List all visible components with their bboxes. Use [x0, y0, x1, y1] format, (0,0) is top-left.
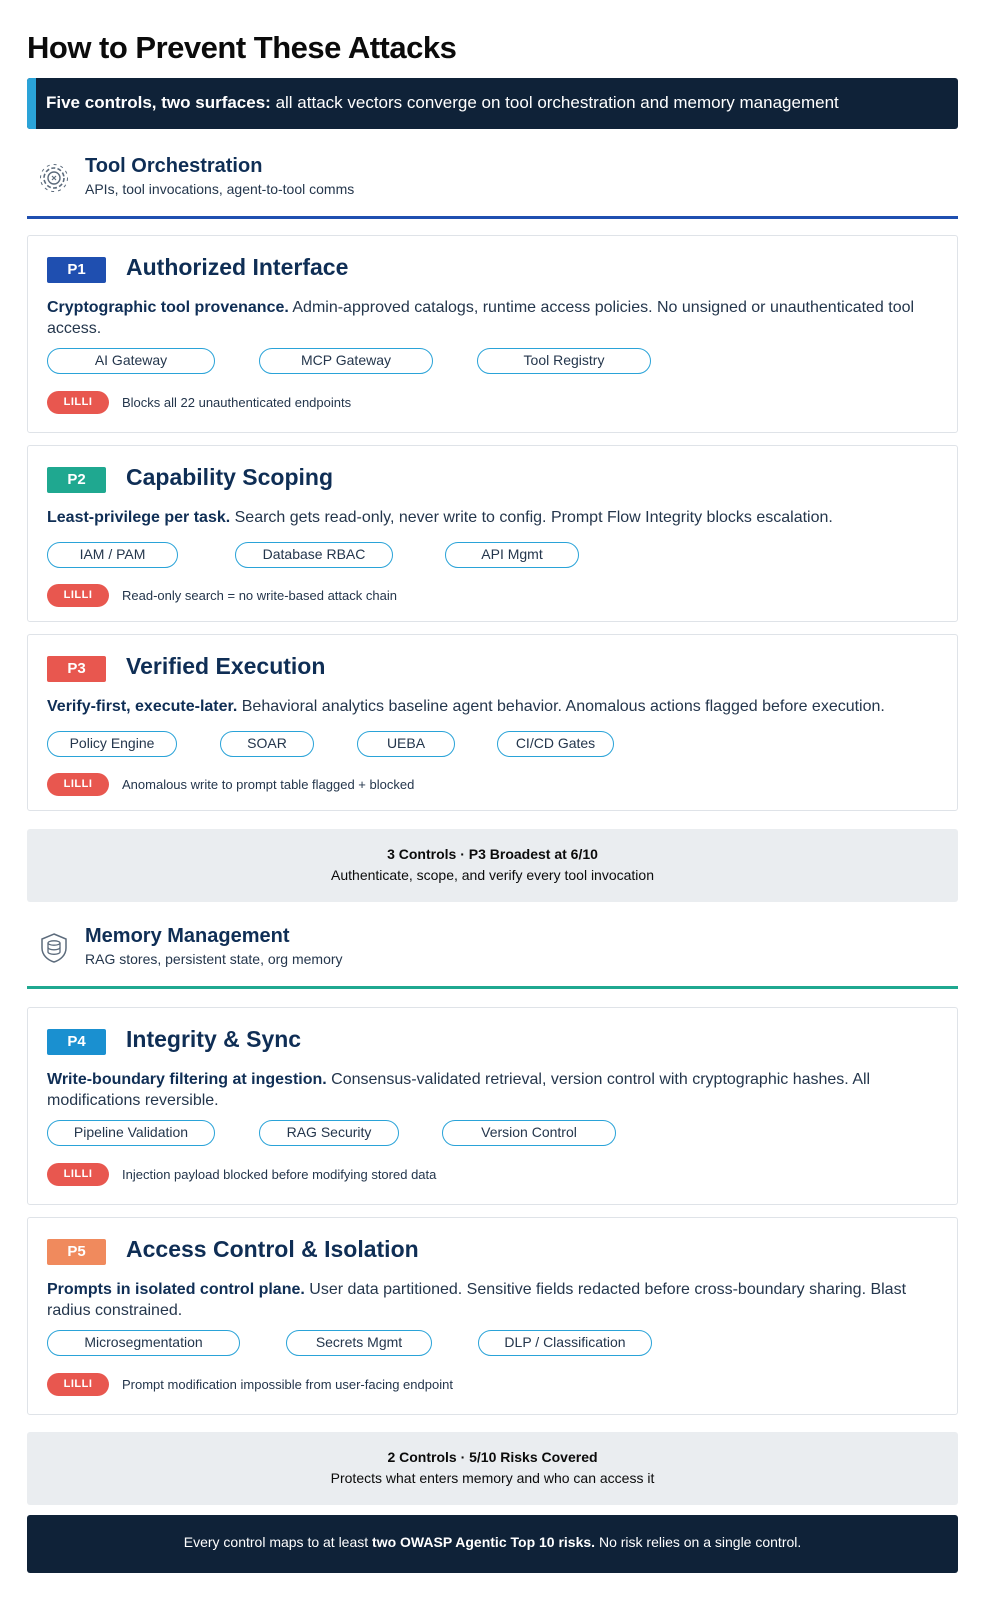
control-title: Capability Scoping — [126, 464, 334, 490]
section-title: Tool Orchestration — [85, 155, 263, 177]
tag-mcp-gateway: MCP Gateway — [259, 348, 433, 374]
control-card-p4 — [27, 1007, 958, 1205]
footer-banner — [27, 1515, 958, 1573]
control-description: Write-boundary filtering at ingestion. Consensus-validated retrieval, version control with cryptographic hashes. All modifications reversible. — [47, 1071, 871, 1109]
priority-badge: P2 — [47, 467, 106, 493]
control-description: Prompts in isolated control plane. User data partitioned. Sensitive fields redacted before cross-boundary sharing. Blast radius constrained. — [47, 1281, 907, 1319]
lilli-note: Prompt modification impossible from user-facing endpoint — [122, 1377, 453, 1392]
gear-icon — [37, 161, 71, 195]
banner-text — [46, 93, 839, 113]
footer-text: Every control maps to at least two OWASP Agentic Top 10 risks. No risk relies on a single control. — [183, 1534, 802, 1550]
tag-iam-pam: IAM / PAM — [47, 542, 178, 568]
intro-banner — [27, 78, 958, 129]
priority-badge: P3 — [47, 656, 106, 682]
lilli-note: Anomalous write to prompt table flagged + blocked — [122, 777, 415, 792]
section-title: Memory Management — [85, 925, 290, 947]
tag-api-mgmt: API Mgmt — [445, 542, 579, 568]
lilli-note: Blocks all 22 unauthenticated endpoints — [122, 395, 352, 410]
tag-ai-gateway: AI Gateway — [47, 348, 215, 374]
lilli-badge: LILLI — [47, 1163, 109, 1186]
lilli-badge: LILLI — [47, 391, 109, 414]
priority-badge: P5 — [47, 1239, 106, 1265]
control-description: Verify-first, execute-later. Behavioral analytics baseline agent behavior. Anomalous actions flagged before execution. — [47, 698, 885, 715]
lilli-badge: LILLI — [47, 584, 109, 607]
summary-memory-management — [27, 1432, 958, 1505]
summary-tool-orchestration — [27, 829, 958, 902]
shield-database-icon — [37, 931, 71, 965]
tag-cicd-gates: CI/CD Gates — [497, 731, 614, 757]
tag-ueba: UEBA — [357, 731, 455, 757]
lilli-badge: LILLI — [47, 773, 109, 796]
control-title: Verified Execution — [126, 653, 326, 679]
tag-version-control: Version Control — [442, 1120, 616, 1146]
control-card-p2 — [27, 445, 958, 622]
control-card-p1 — [27, 235, 958, 433]
control-title: Access Control & Isolation — [126, 1236, 419, 1262]
control-title: Integrity & Sync — [126, 1026, 302, 1052]
priority-badge: P4 — [47, 1029, 106, 1055]
section-tool-orchestration — [27, 153, 958, 219]
tag-policy-engine: Policy Engine — [47, 731, 177, 757]
tag-soar: SOAR — [220, 731, 314, 757]
tag-dlp-classification: DLP / Classification — [478, 1330, 652, 1356]
summary-title: 2 Controls · 5/10 Risks Covered — [387, 1449, 598, 1465]
section-memory-management — [27, 923, 958, 989]
control-description: Least-privilege per task. Search gets read-only, never write to config. Prompt Flow Integrity blocks escalation. — [47, 509, 833, 526]
tag-database-rbac: Database RBAC — [235, 542, 393, 568]
tag-pipeline-validation: Pipeline Validation — [47, 1120, 215, 1146]
section-divider — [27, 216, 958, 219]
banner-bold: Five controls, two surfaces: — [46, 93, 271, 112]
lilli-note: Injection payload blocked before modifying stored data — [122, 1167, 437, 1182]
lilli-note: Read-only search = no write-based attack chain — [122, 588, 397, 603]
section-subtitle: RAG stores, persistent state, org memory — [85, 951, 343, 967]
control-card-p5 — [27, 1217, 958, 1415]
section-subtitle: APIs, tool invocations, agent-to-tool comms — [85, 181, 355, 197]
section-divider — [27, 986, 958, 989]
summary-title: 3 Controls · P3 Broadest at 6/10 — [387, 846, 598, 862]
tag-microsegmentation: Microsegmentation — [47, 1330, 240, 1356]
control-title: Authorized Interface — [126, 254, 349, 280]
lilli-badge: LILLI — [47, 1373, 109, 1396]
priority-badge: P1 — [47, 257, 106, 283]
control-card-p3 — [27, 634, 958, 811]
control-description: Cryptographic tool provenance. Admin-approved catalogs, runtime access policies. No unsigned or unauthenticated tool access. — [47, 299, 915, 337]
banner-accent-bar — [27, 78, 36, 129]
tag-rag-security: RAG Security — [259, 1120, 399, 1146]
tag-secrets-mgmt: Secrets Mgmt — [286, 1330, 432, 1356]
tag-tool-registry: Tool Registry — [477, 348, 651, 374]
page-title: How to Prevent These Attacks — [27, 30, 457, 65]
banner-body: all attack vectors converge on tool orchestration and memory management — [270, 93, 839, 112]
summary-subtitle: Protects what enters memory and who can access it — [330, 1470, 655, 1486]
summary-subtitle: Authenticate, scope, and verify every tool invocation — [331, 867, 654, 883]
